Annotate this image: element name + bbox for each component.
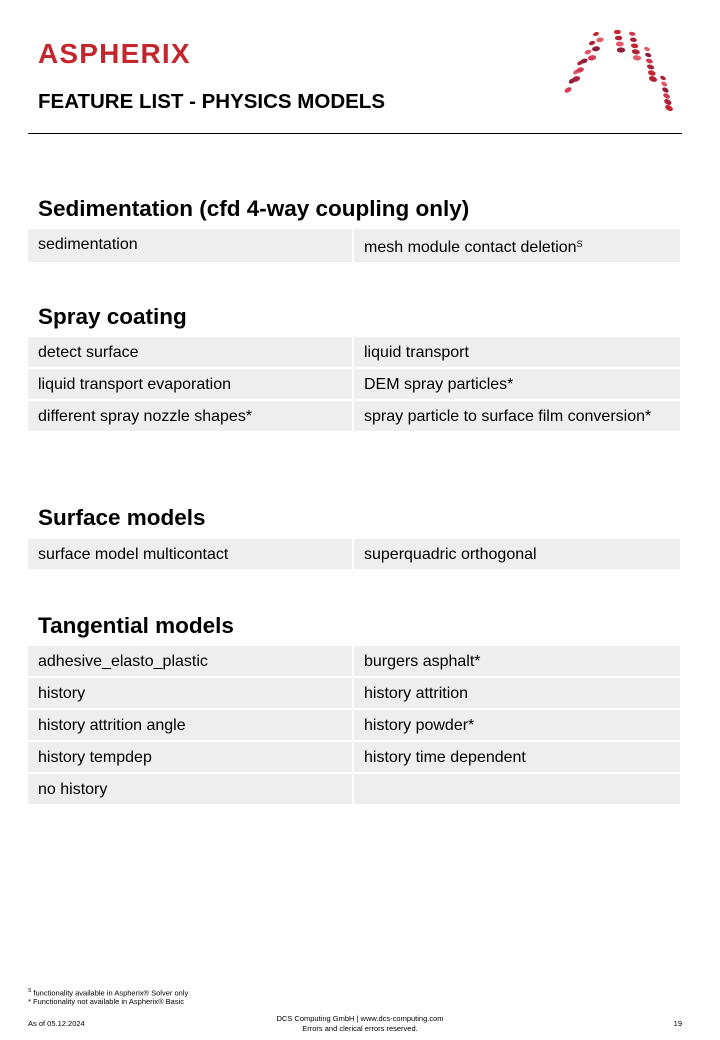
logo-dot <box>645 58 653 65</box>
table-cell: adhesive_elasto_plastic <box>28 646 352 676</box>
logo-dot <box>616 42 624 47</box>
table-cell: history time dependent <box>354 742 680 772</box>
footer-disclaimer: Errors and clerical errors reserved. <box>302 1024 418 1033</box>
table-cell: different spray nozzle shapes* <box>28 401 352 431</box>
logo-dot <box>664 104 674 113</box>
logo-dot <box>659 75 666 81</box>
logo-dot <box>661 86 669 93</box>
logo-dot <box>564 86 572 94</box>
table-row <box>28 646 680 676</box>
logo-dot <box>646 64 655 71</box>
logo-dot <box>648 75 658 83</box>
footnote-basic: * Functionality not available in Aspherix® Basic <box>28 997 185 1006</box>
logo-dot <box>614 30 621 34</box>
table-row <box>28 710 680 740</box>
sedimentation-table <box>28 229 680 264</box>
table-cell: history attrition angle <box>28 710 352 740</box>
solver-only-marker: S <box>576 239 583 249</box>
tangential-models-table <box>28 646 680 806</box>
table-cell-empty <box>354 774 680 804</box>
table-cell: no history <box>28 774 352 804</box>
header-divider <box>28 133 682 134</box>
table-cell <box>354 229 680 262</box>
logo-dot <box>631 49 640 55</box>
table-cell: burgers asphalt* <box>354 646 680 676</box>
page-number: 19 <box>673 1019 682 1028</box>
table-row <box>28 337 680 367</box>
cell-text: mesh module contact deletion <box>364 239 577 256</box>
logo-dot <box>663 98 672 106</box>
logo-dot <box>630 37 638 43</box>
table-row <box>28 539 680 569</box>
logo-dot <box>645 52 652 58</box>
table-cell: history tempdep <box>28 742 352 772</box>
logo-dot <box>629 31 636 36</box>
table-cell: superquadric orthogonal <box>354 539 680 569</box>
table-cell: history powder* <box>354 710 680 740</box>
logo-dot <box>662 92 671 100</box>
logo-dot <box>584 49 592 56</box>
logo-dot <box>593 31 600 37</box>
table-cell: spray particle to surface film conversion* <box>354 401 680 431</box>
table-cell: detect surface <box>28 337 352 367</box>
logo-dot <box>592 46 601 52</box>
section-title-tangential-models: Tangential models <box>38 613 234 638</box>
table-cell: history attrition <box>354 678 680 708</box>
footer-company <box>210 1014 510 1034</box>
aspherix-logo-icon <box>564 30 674 116</box>
logo-dot <box>631 43 639 49</box>
section-title-spray-coating: Spray coating <box>38 304 187 329</box>
table-row <box>28 742 680 772</box>
logo-dot <box>647 69 656 76</box>
footnote-text: functionality available in Aspherix® Solver only <box>31 988 189 998</box>
brand-logo-text: ASPHERIX <box>38 38 191 69</box>
logo-dot <box>632 55 641 62</box>
footer-date: As of 05.12.2024 <box>28 1019 85 1028</box>
table-cell: DEM spray particles* <box>354 369 680 399</box>
section-title-surface-models: Surface models <box>38 505 206 530</box>
footnote-marker: S <box>28 988 32 994</box>
footer-company-line: DCS Computing GmbH | www.dcs-computing.com <box>276 1014 444 1023</box>
table-cell: surface model multicontact <box>28 539 352 569</box>
table-cell: liquid transport evaporation <box>28 369 352 399</box>
table-row <box>28 229 680 262</box>
logo-dot <box>588 40 595 46</box>
logo-dot <box>615 36 622 41</box>
spray-coating-table <box>28 337 680 433</box>
table-cell: sedimentation <box>28 229 352 262</box>
logo-dot <box>596 37 604 43</box>
table-cell: history <box>28 678 352 708</box>
table-row <box>28 401 680 431</box>
logo-dot <box>587 55 596 62</box>
table-row <box>28 369 680 399</box>
table-row <box>28 774 680 804</box>
table-row <box>28 678 680 708</box>
section-title-sedimentation: Sedimentation (cfd 4-way coupling only) <box>38 196 470 221</box>
surface-models-table <box>28 539 680 571</box>
page-title: FEATURE LIST - PHYSICS MODELS <box>38 90 385 113</box>
logo-dot <box>617 47 625 52</box>
table-cell: liquid transport <box>354 337 680 367</box>
logo-dot <box>660 81 668 88</box>
logo-dot <box>644 46 651 52</box>
